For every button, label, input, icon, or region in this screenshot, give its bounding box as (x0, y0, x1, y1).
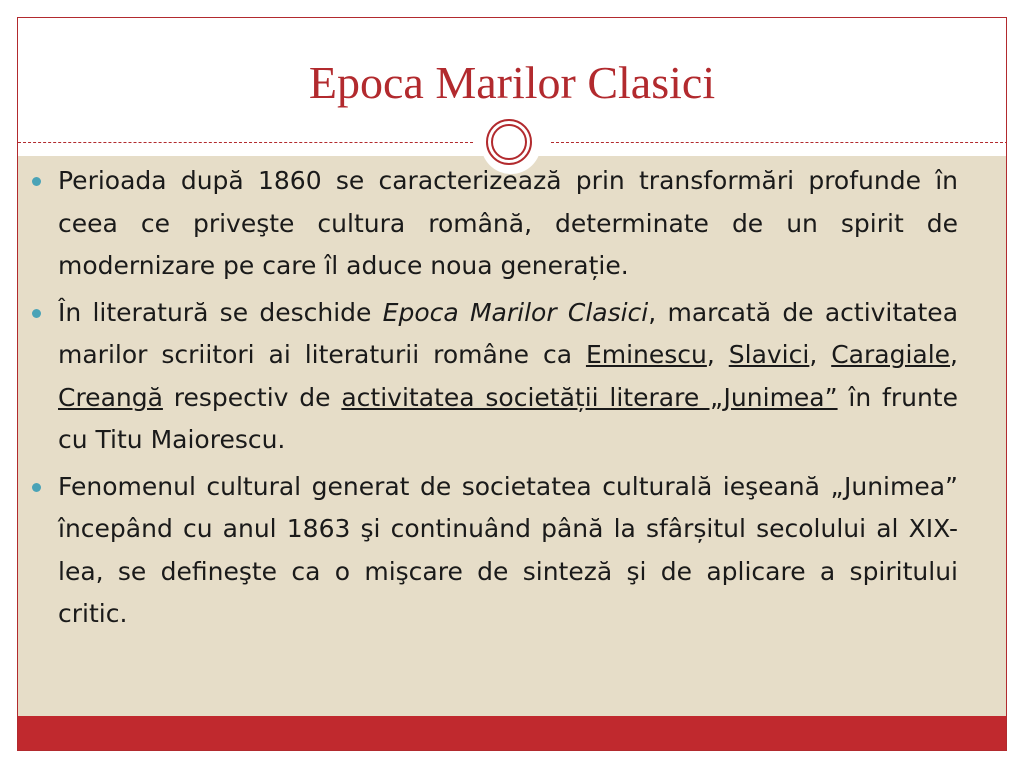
bullet-dot-icon (32, 483, 41, 492)
link-caragiale[interactable]: Caragiale (831, 340, 951, 369)
divider-right (551, 142, 1007, 143)
bullet-text-part: În literatură se deschide (58, 297, 383, 327)
link-junimea[interactable]: activitatea societății literare „Junimea” (341, 382, 838, 412)
bullet-text-part: respectiv de (162, 382, 342, 412)
bullet-text-part: , marcată de activitatea marilor scriitori ai literaturii române ca (58, 297, 959, 369)
divider-left (18, 142, 473, 143)
link-eminescu[interactable]: Eminescu (585, 340, 707, 369)
link-creanga[interactable]: Creangă (58, 382, 163, 412)
italic-term: Epoca Marilor Clasici (382, 297, 649, 327)
bullet-dot-icon (32, 309, 41, 318)
separator: , (706, 340, 729, 369)
separator: , (950, 340, 958, 369)
slide-title: Epoca Marilor Clasici (308, 57, 716, 108)
bullet-item (32, 466, 958, 636)
bullet-dot-icon (32, 177, 41, 186)
bullet-text-part: în frunte cu Titu Maiorescu. (58, 382, 958, 454)
bullet-text: Perioada după 1860 se caracterizează prin transformări profunde în ceea ce priveşte cultura română, determinate de un spirit de modernizare pe care îl aduce noua generație. (58, 166, 958, 280)
bullet-item (32, 292, 958, 462)
bullet-list (32, 160, 958, 640)
link-slavici[interactable]: Slavici (728, 340, 810, 369)
separator: , (809, 340, 832, 369)
bullet-text: Fenomenul cultural generat de societatea culturală ieşeană „Junimea” începând cu anul 1863 şi continuând până la sfârșitul secolului al XIX-lea, se defineşte ca o mişcare de sinteză şi de aplicare a spiritului critic. (58, 471, 958, 628)
ornament-ring-inner (491, 124, 527, 160)
bullet-item (32, 160, 958, 288)
bottom-bar (18, 716, 1006, 751)
